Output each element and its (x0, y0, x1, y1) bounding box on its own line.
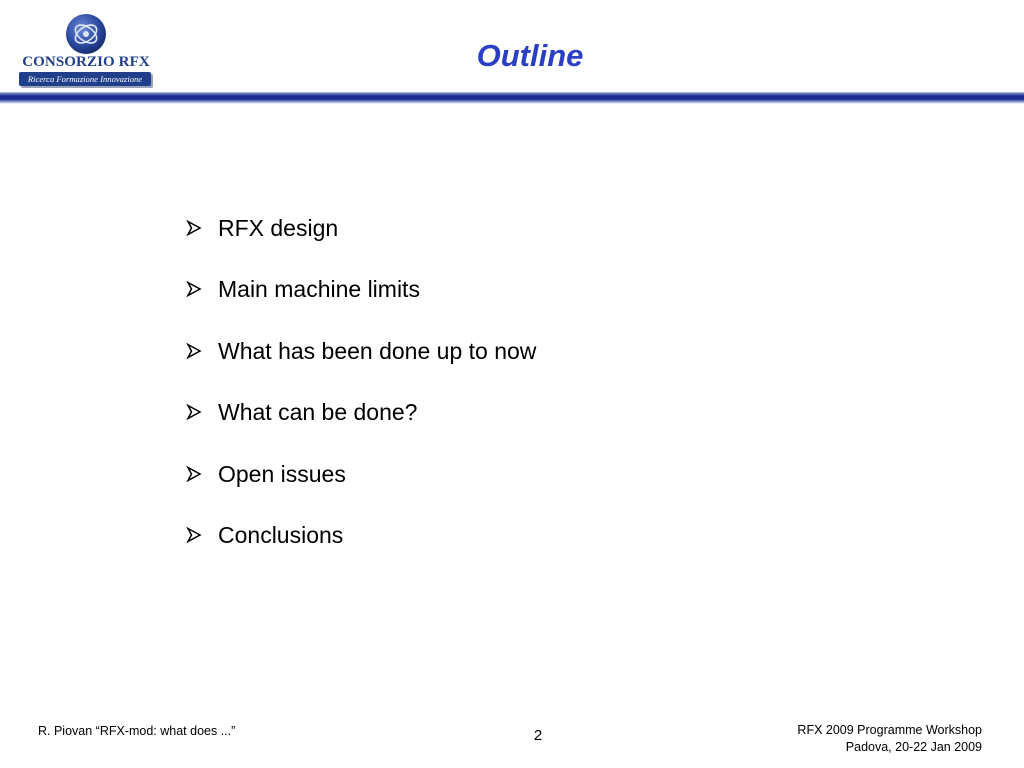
bullet-list (186, 210, 536, 578)
bullet-text: RFX design (218, 215, 339, 241)
page-number: 2 (533, 727, 543, 744)
consorzio-rfx-logo (16, 12, 156, 88)
bullet-item (186, 210, 536, 271)
footer-author: R. Piovan “RFX-mod: what does ...” (38, 724, 236, 738)
arrow-bullet-icon (186, 271, 218, 297)
bullet-item (186, 333, 536, 394)
bullet-text: What can be done? (218, 399, 418, 426)
bullet-item (186, 517, 536, 578)
arrow-bullet-icon (186, 333, 218, 359)
bullet-item (186, 456, 536, 517)
arrow-bullet-icon (186, 210, 218, 236)
footer-event (797, 722, 982, 756)
bullet-item (186, 394, 536, 455)
bullet-item (186, 271, 536, 332)
bullet-text: Open issues (218, 460, 346, 487)
globe-emblem-icon (64, 12, 108, 56)
bullet-text: What has been done up to now (218, 337, 537, 364)
header-rule (0, 92, 1024, 104)
bullet-text: Conclusions (218, 521, 344, 548)
arrow-bullet-icon (186, 456, 218, 482)
logo-tagline: Ricerca Formazione Innovazione (19, 72, 151, 86)
footer-event-place-date: Padova, 20-22 Jan 2009 (845, 740, 982, 754)
bullet-text: Main machine limits (218, 276, 420, 303)
arrow-bullet-icon (186, 394, 218, 420)
footer-event-name: RFX 2009 Programme Workshop (797, 723, 982, 737)
logo-name: CONSORZIO RFX (22, 54, 150, 70)
arrow-bullet-icon (186, 517, 218, 543)
slide-title: Outline (476, 38, 584, 73)
